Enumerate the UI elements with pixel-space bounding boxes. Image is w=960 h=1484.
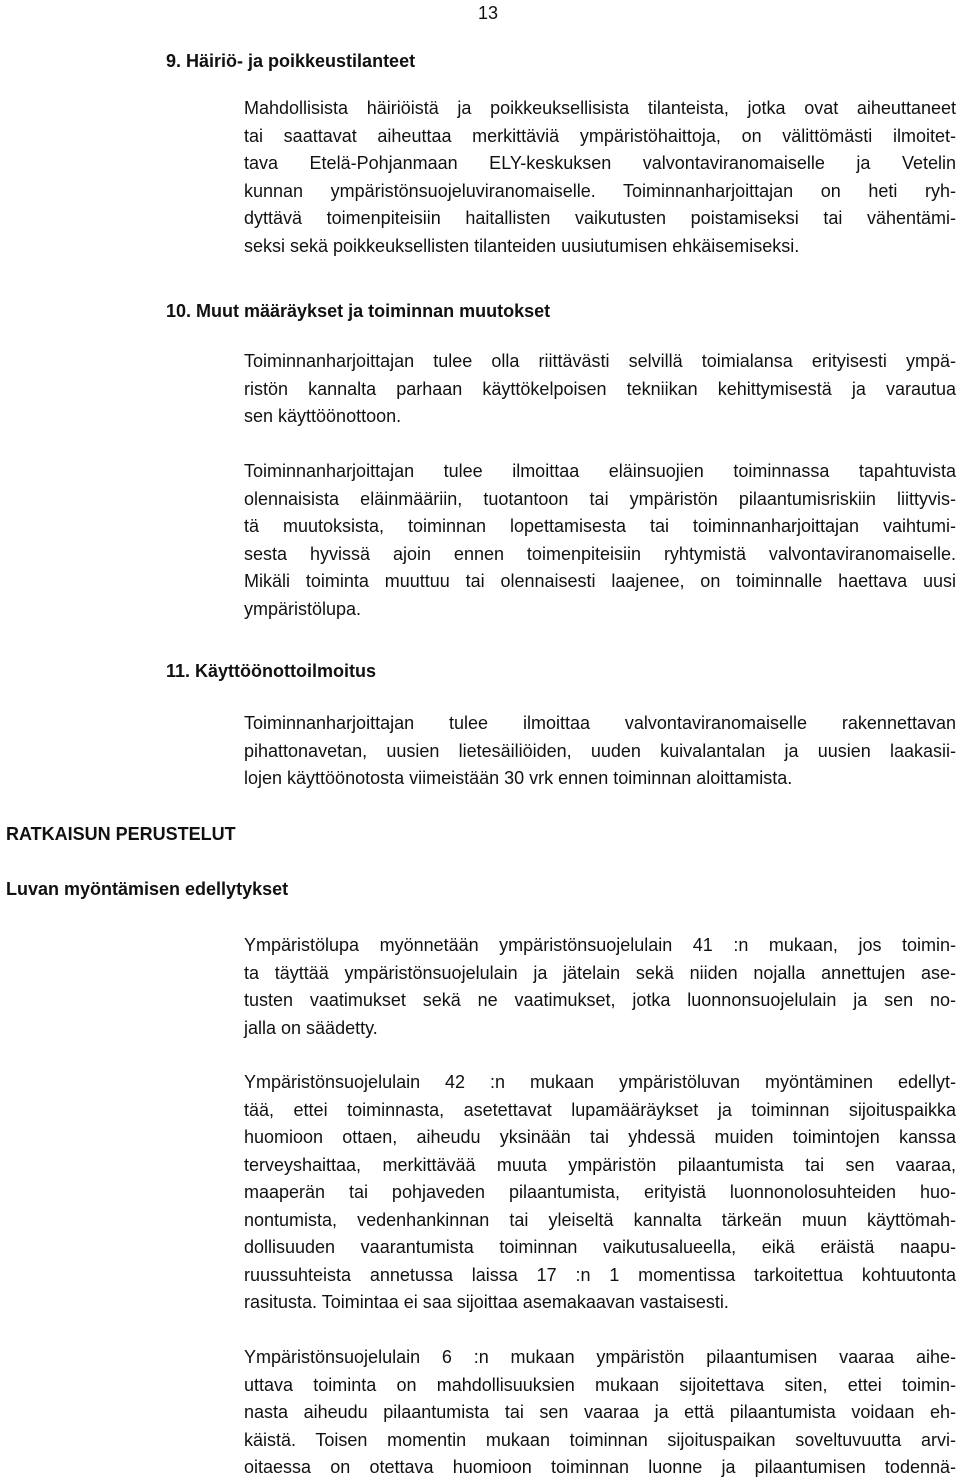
page-number: 13 xyxy=(478,3,499,23)
text-line: kunnan ympäristönsuojeluviranomaiselle. Toiminnanharjoittajan on heti ryh- xyxy=(244,180,956,201)
text-line: tää, ettei toiminnasta, asetettavat lupamääräykset ja toiminnan sijoituspaikka xyxy=(244,1099,956,1120)
section-10-paragraph-2 xyxy=(244,458,956,623)
text-line: huomioon ottaen, aiheudu yksinään tai yhdessä muiden toimintojen kanssa xyxy=(244,1127,956,1147)
text-line: pihattonavetan, uusien lietesäiliöiden, uuden kuivalantalan ja uusien laakasii- xyxy=(244,740,956,761)
text-line: lojen käyttöönotosta viimeistään 30 vrk ennen toiminnan aloittamista. xyxy=(244,768,793,788)
text-line: maaperän tai pohjaveden pilaantumista, erityistä luonnonolosuhteiden huo- xyxy=(244,1182,956,1202)
reasoning-paragraph-1 xyxy=(244,932,956,1042)
text-line: nontumista, vedenhankinnan tai yleiseltä kannalta tärkeän muun käyttömah- xyxy=(244,1209,956,1230)
text-line: tä muutoksista, toiminnan lopettamisesta tai toiminnanharjoittajan vaihtumi- xyxy=(244,516,956,536)
text-line: tusten vaatimukset sekä ne vaatimukset, jotka luonnonsuojelulain ja sen no- xyxy=(244,990,956,1010)
section-11-heading: 11. Käyttöönottoilmoitus xyxy=(166,661,377,681)
section-10-paragraph-1 xyxy=(244,348,956,431)
section-9-heading: 9. Häiriö- ja poikkeustilanteet xyxy=(166,51,416,71)
text-line: jalla on säädetty. xyxy=(244,1017,378,1038)
text-line: käistä. Toisen momentin mukaan toiminnan sijoituspaikan soveltuvuutta arvi- xyxy=(244,1429,956,1450)
section-11-paragraph xyxy=(244,710,956,793)
text-line: Toiminnanharjoittajan tulee olla riittävästi selvillä toimialansa erityisesti ympä- xyxy=(244,351,956,371)
text-line: dollisuuden vaarantumista toiminnan vaikutusalueella, eikä eräistä naapu- xyxy=(244,1237,956,1257)
section-10-heading: 10. Muut määräykset ja toiminnan muutokset xyxy=(166,301,551,321)
text-line: sesta hyvissä ajoin ennen toimenpiteisiin ryhtymistä valvontaviranomaiselle. xyxy=(244,543,956,564)
text-line: olennaisista eläinmääriin, tuotantoon tai ympäristön pilaantumisriskiin liittyvis- xyxy=(244,488,956,509)
reasoning-heading: RATKAISUN PERUSTELUT xyxy=(6,824,236,844)
text-line: Mahdollisista häiriöistä ja poikkeuksellisista tilanteista, jotka ovat aiheuttaneet xyxy=(244,98,956,118)
permit-conditions-heading: Luvan myöntämisen edellytykset xyxy=(6,879,289,899)
text-line: ta täyttää ympäristönsuojelulain ja jätelain sekä niiden nojalla annettujen ase- xyxy=(244,962,956,983)
text-line: Ympäristönsuojelulain 6 :n mukaan ympäristön pilaantumisen vaaraa aihe- xyxy=(244,1347,956,1367)
text-line: Ympäristönsuojelulain 42 :n mukaan ympäristöluvan myöntäminen edellyt- xyxy=(244,1072,956,1092)
text-line: oitaessa on otettava huomioon toiminnan luonne ja pilaantumisen todennä- xyxy=(244,1457,956,1477)
reasoning-paragraph-2 xyxy=(244,1069,956,1317)
text-line: tai saattavat aiheuttaa merkittäviä ympäristöhaittoja, on välittömästi ilmoitet- xyxy=(244,125,956,146)
reasoning-paragraph-3 xyxy=(244,1344,956,1482)
text-line: seksi sekä poikkeuksellisten tilanteiden uusiutumisen ehkäisemiseksi. xyxy=(244,235,800,256)
text-line: Toiminnanharjoittajan tulee ilmoittaa eläinsuojien toiminnassa tapahtuvista xyxy=(244,461,956,481)
text-line: Mikäli toiminta muuttuu tai olennaisesti laajenee, on toiminnalle haettava uusi xyxy=(244,571,956,591)
text-line: sen käyttöönottoon. xyxy=(244,406,402,426)
text-line: Toiminnanharjoittajan tulee ilmoittaa valvontaviranomaiselle rakennettavan xyxy=(244,713,956,733)
text-line: Ympäristölupa myönnetään ympäristönsuojelulain 41 :n mukaan, jos toimin- xyxy=(244,935,956,955)
text-line: dyttävä toimenpiteisiin haitallisten vaikutusten poistamiseksi tai vähentämi- xyxy=(244,208,956,228)
text-line: terveyshaittaa, merkittävää muuta ympäristön pilaantumista tai sen vaaraa, xyxy=(244,1154,956,1175)
text-line: tava Etelä-Pohjanmaan ELY-keskuksen valvontaviranomaiselle ja Vetelin xyxy=(244,153,956,173)
text-line: ristön kannalta parhaan käyttökelpoisen tekniikan kehittymisestä ja varautua xyxy=(244,378,956,399)
text-line: nasta aiheudu pilaantumista tai sen vaaraa ja että pilaantumista voidaan eh- xyxy=(244,1402,956,1422)
text-line: ruussuhteista annetussa laissa 17 :n 1 momentissa tarkoitettua kohtuutonta xyxy=(244,1264,956,1285)
section-9-paragraph xyxy=(244,95,956,260)
text-line: ympäristölupa. xyxy=(244,598,362,619)
text-line: rasitusta. Toimintaa ei saa sijoittaa asemakaavan vastaisesti. xyxy=(244,1292,729,1312)
text-line: uttava toiminta on mahdollisuuksien mukaan sijoitettava siten, ettei toimin- xyxy=(244,1374,956,1395)
